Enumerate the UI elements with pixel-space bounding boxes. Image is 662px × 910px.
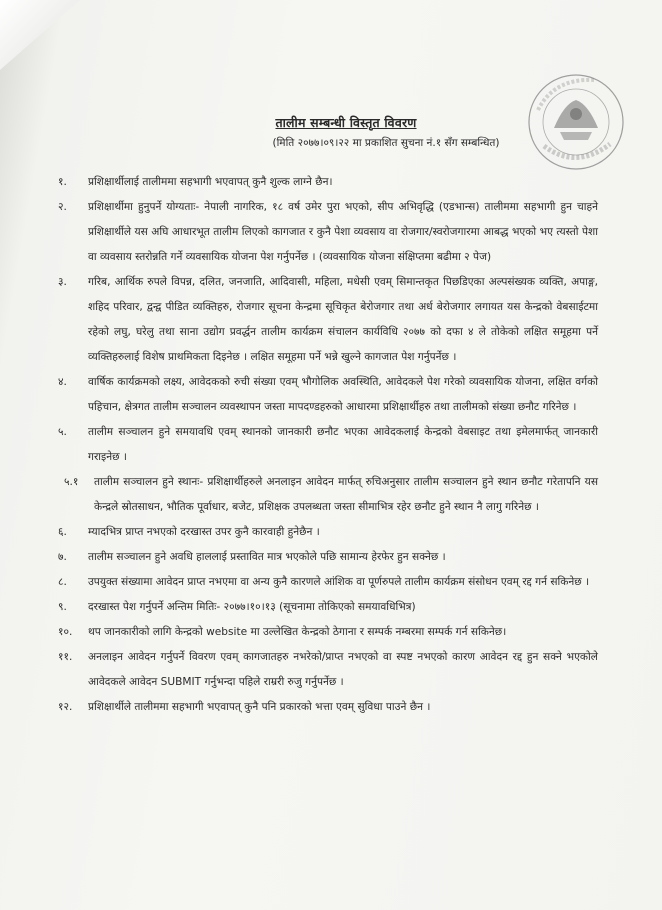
list-item-number: ९. <box>58 601 67 613</box>
list-item <box>58 620 598 645</box>
list-item-text: गरिब, आर्थिक रुपले विपन्न, दलित, जनजाति, आदिवासी, महिला, मधेसी एवम् सिमान्तकृत पिछडिएका अल्पसंख्यक व्यक्ति, अपाङ्ग, शहिद परिवार, द्वन्द्व पीडित व्यक्तिहरु, रोजगार सूचना केन्द्रमा सूचिकृत बेरोजगार तथा अर्ध बेरोजगार लगायत यस केन्द्रको वेबसाईटमा रहेको लघु, घरेलु तथा साना उद्योग प्रवर्द्धन तालीम कार्यक्रम संचालन कार्यविधि २०७७ को दफा ४ ले तोकेको लक्षित समूहमा पर्ने व्यक्तिहरुलाई विशेष प्राथमिकता दिइनेछ । लक्षित समूहमा पर्ने भन्ने खुल्ने कागजात पेश गर्नुपर्नेछ । <box>88 276 598 363</box>
list-item-number: १. <box>58 176 67 188</box>
list-item-text: दरखास्त पेश गर्नुपर्ने अन्तिम मितिः- २०७७।१०।१३ (सूचनामा तोकिएको समयावधिभित्र) <box>88 601 416 613</box>
list-item-text: तालीम सञ्चालन हुने अवधि हाललाई प्रस्तावित मात्र भएकोले पछि सामान्य हेरफेर हुन सक्नेछ । <box>88 551 446 563</box>
list-item <box>58 570 598 595</box>
numbered-list <box>58 170 598 720</box>
list-item-number: २. <box>58 201 67 213</box>
list-item <box>58 470 598 520</box>
list-item-text: उपयुक्त संख्यामा आवेदन प्राप्त नभएमा वा अन्य कुनै कारणले आंशिक वा पूर्णरुपले तालीम कार्यक्रम संसोधन एवम् रद्द गर्न सकिनेछ । <box>88 576 590 588</box>
list-item-text: अनलाइन आवेदन गर्नुपर्ने विवरण एवम् कागजातहरु नभरेको/प्राप्त नभएको वा स्पष्ट नभएको कारण आवेदन रद्द हुन सक्ने भएकोले आवेदकले आवेदन SUBMIT गर्नुभन्दा पहिले राम्ररी रुजु गर्नुपर्नेछ । <box>88 651 598 688</box>
document-subtitle <box>0 136 662 150</box>
list-item-number: ४. <box>58 376 67 388</box>
list-item <box>58 195 598 270</box>
list-item-number: ११. <box>58 651 73 663</box>
list-item-text: तालीम सञ्चालन हुने समयावधि एवम् स्थानको जानकारी छनौट भएका आवेदकलाई केन्द्रको वेबसाइट तथा इमेलमार्फत् जानकारी गराइनेछ । <box>88 426 598 463</box>
document-subtitle-text: (मिति २०७७।०९।२२ मा प्रकाशित सुचना नं.१ सँग सम्बन्धित) <box>272 137 500 149</box>
list-item <box>58 420 598 470</box>
list-item-number: १०. <box>58 626 73 638</box>
list-item <box>58 270 598 370</box>
list-item-number: १२. <box>58 701 73 713</box>
folded-corner <box>0 0 80 70</box>
list-item <box>58 170 598 195</box>
list-item-text: प्रशिक्षार्थीलाई तालीममा सहभागी भएवापत् कुनै शुल्क लाग्ने छैन। <box>88 176 333 188</box>
list-item-text: प्रशिक्षार्थीमा हुनुपर्ने योग्यताः- नेपाली नागरिक, १८ वर्ष उमेर पुरा भएको, सीप अभिवृद्धि (एडभान्स) तालीममा सहभागी हुन चाहने प्रशिक्षार्थीले यस अघि आधारभूत तालीम लिएको कागजात र कुनै पेशा व्यवसाय वा रोजगार/स्वरोजगारमा आबद्ध भएको भए त्यस्तो पेशा वा व्यवसाय स्तरोन्नति गर्ने व्यवसायिक योजना पेश गर्नुपर्नेछ । (व्यवसायिक योजना संक्षिप्तमा बढीमा २ पेज) <box>88 201 598 263</box>
list-item-number: ५.१ <box>64 476 79 488</box>
list-item <box>58 595 598 620</box>
list-item-number: ७. <box>58 551 67 563</box>
list-item-text: वार्षिक कार्यक्रमको लक्ष्य, आवेदकको रुची संख्या एवम् भौगोलिक अवस्थिति, आवेदकले पेश गरेको व्यवसायिक योजना, लक्षित वर्गको पहिचान, क्षेत्रगत तालीम सञ्चालन व्यवस्थापन जस्ता मापदण्डहरुको आधारमा प्रशिक्षार्थीहरु तथा तालीमको संख्या छनौट गरिनेछ । <box>88 376 598 413</box>
document-title <box>0 114 662 131</box>
list-item <box>58 520 598 545</box>
list-item-number: ८. <box>58 576 67 588</box>
list-item-text: म्यादभित्र प्राप्त नभएको दरखास्त उपर कुनै कारवाही हुनेछैन । <box>88 526 320 538</box>
list-item <box>58 370 598 420</box>
list-item <box>58 695 598 720</box>
list-item-number: ५. <box>58 426 67 438</box>
list-item-number: ६. <box>58 526 67 538</box>
list-item-number: ३. <box>58 276 67 288</box>
list-item-text: तालीम सञ्चालन हुने स्थानः- प्रशिक्षार्थीहरुले अनलाइन आवेदन मार्फत् रुचिअनुसार तालीम सञ्चालन हुने स्थान छनौट गरेतापनि यस केन्द्रले स्रोतसाधन, भौतिक पूर्वाधार, बजेट, प्रशिक्षक उपलब्धता जस्ता सीमाभित्र रहेर छनौट हुने स्थान नै लागु गरिनेछ । <box>94 476 598 513</box>
list-item <box>58 545 598 570</box>
list-item-text: प्रशिक्षार्थीले तालीममा सहभागी भएवापत् कुनै पनि प्रकारको भत्ता एवम् सुविधा पाउने छैन । <box>88 701 431 713</box>
list-item-text: थप जानकारीको लागि केन्द्रको website मा उल्लेखित केन्द्रको ठेगाना र सम्पर्क नम्बरमा सम्पर्क गर्न सकिनेछ। <box>88 626 507 638</box>
document-title-text: तालीम सम्बन्धी विस्तृत विवरण <box>275 115 417 130</box>
list-item <box>58 645 598 695</box>
